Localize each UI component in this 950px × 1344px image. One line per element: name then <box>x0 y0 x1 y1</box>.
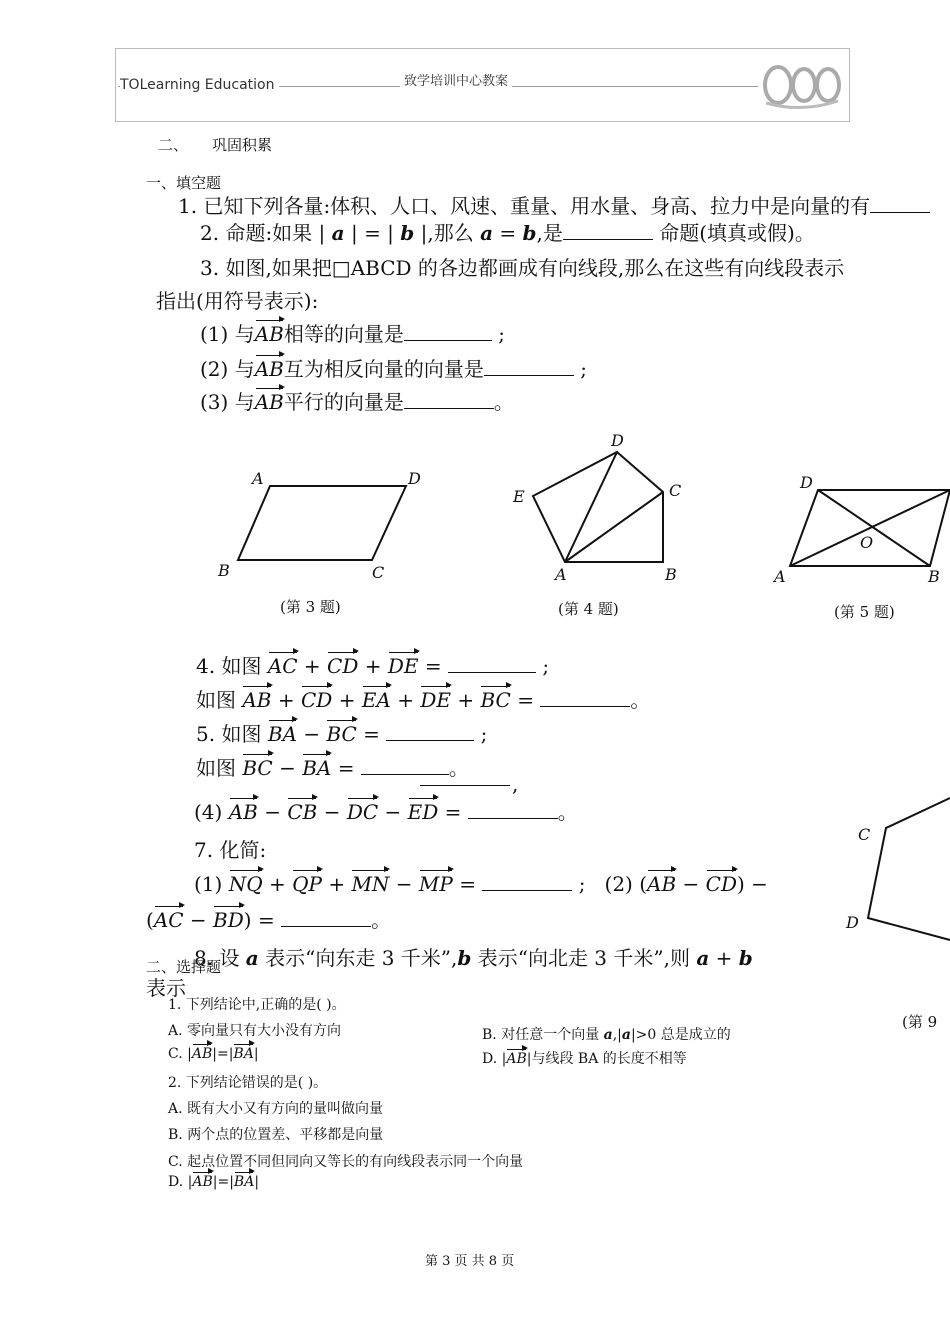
figure-9-caption: (第 9 <box>902 1013 938 1031</box>
fill-q5-line1: 5. 如图 BA − BC = ; <box>196 722 488 746</box>
svg-text:B: B <box>218 561 230 580</box>
svg-text:A: A <box>774 567 786 586</box>
brand-name: TOLearning Education <box>120 77 279 93</box>
choice-q2: 2. 下列结论错误的是( )。 <box>168 1075 328 1091</box>
choice-q1-option-c: C. |AB|=|BA| <box>168 1046 259 1062</box>
choice-q2-option-d: D. |AB|=|BA| <box>168 1174 260 1190</box>
figure-5-caption: (第 5 题) <box>834 603 895 621</box>
fill-q8: 8. 设 a 表示“向东走 3 千米”,b 表示“向北走 3 千米”,则 a + b <box>194 946 753 970</box>
figure-3-caption: (第 3 题) <box>280 598 341 616</box>
figure-3-parallelogram <box>210 462 440 592</box>
fill-q3-3: (3) 与AB平行的向量是 。 <box>200 390 514 414</box>
header-title: 致学培训中心教案 <box>400 70 512 89</box>
choice-q1-option-a: A. 零向量只有大小没有方向 <box>168 1023 342 1039</box>
stray-blank-line <box>420 785 510 786</box>
fill-q3-instruction: 指出(用符号表示): <box>156 289 319 313</box>
choice-q1-option-b: B. 对任意一个向量 a,|a|>0 总是成立的 <box>482 1027 731 1043</box>
svg-text:C: C <box>858 825 871 844</box>
svg-text:E: E <box>513 487 525 506</box>
svg-text:O: O <box>860 533 874 552</box>
svg-text:D: D <box>800 473 813 492</box>
choice-q2-option-a: A. 既有大小又有方向的量叫做向量 <box>168 1101 384 1117</box>
svg-text:D: D <box>408 469 421 488</box>
fill-q1: 1. 已知下列各量:体积、人口、风速、重量、用水量、身高、拉力中是向量的有 <box>178 190 930 219</box>
svg-text:C: C <box>669 481 682 500</box>
svg-text:A: A <box>252 469 264 488</box>
section-title: 巩固积累 <box>212 136 273 154</box>
figure-4-pentagon <box>505 430 705 588</box>
figure-9-polygon <box>840 790 950 970</box>
fill-q8-cut: 表示 <box>146 976 186 1000</box>
page-footer: 第 3 页 共 8 页 <box>425 1254 515 1269</box>
fill-q3: 3. 如图,如果把□ABCD 的各边都画成有向线段,那么在这些有向线段表示 <box>200 256 845 280</box>
choice-q1: 1. 下列结论中,正确的是( )。 <box>168 997 346 1013</box>
fill-heading: 一、填空题 <box>146 174 222 192</box>
fill-q6-4: (4) AB − CB − DC − ED = 。 <box>194 800 578 824</box>
logo-icon <box>758 55 844 113</box>
svg-text:D: D <box>611 431 624 450</box>
fill-q5-line2: 如图 BC − BA = 。 <box>196 756 469 780</box>
fill-q2: 2. 命题:如果 | a | = | b |,那么 a = b,是 命题(填真或假)。 <box>200 221 815 245</box>
fill-q7-line2: (AC − BD) = 。 <box>146 908 392 932</box>
section-number: 二、 <box>158 136 189 154</box>
choice-heading: 二、选择题 <box>146 958 222 976</box>
fill-q3-2: (2) 与AB互为相反向量的向量是 ; <box>200 357 587 381</box>
svg-text:A: A <box>555 565 567 584</box>
fill-q7-line1: (1) NQ + QP + MN − MP = ; (2) (AB − CD) − <box>194 872 768 896</box>
fill-q4-line2: 如图 AB + CD + EA + DE + BC = 。 <box>196 688 651 712</box>
choice-q1-option-d: D. |AB|与线段 BA 的长度不相等 <box>482 1051 687 1067</box>
choice-q2-option-b: B. 两个点的位置差、平移都是向量 <box>168 1127 384 1143</box>
svg-text:B: B <box>928 567 940 586</box>
choice-q2-option-c: C. 起点位置不同但同向又等长的有向线段表示同一个向量 <box>168 1154 524 1170</box>
svg-text:B: B <box>665 565 677 584</box>
fill-q3-1: (1) 与AB相等的向量是 ; <box>200 322 505 346</box>
stray-comma: , <box>512 772 519 796</box>
svg-text:C: C <box>372 563 385 582</box>
figure-5-parallelogram <box>770 470 950 590</box>
figure-4-caption: (第 4 题) <box>558 600 619 618</box>
fill-q7: 7. 化简: <box>194 838 267 862</box>
svg-text:D: D <box>846 913 859 932</box>
fill-q4-line1: 4. 如图 AC + CD + DE = ; <box>196 654 550 678</box>
